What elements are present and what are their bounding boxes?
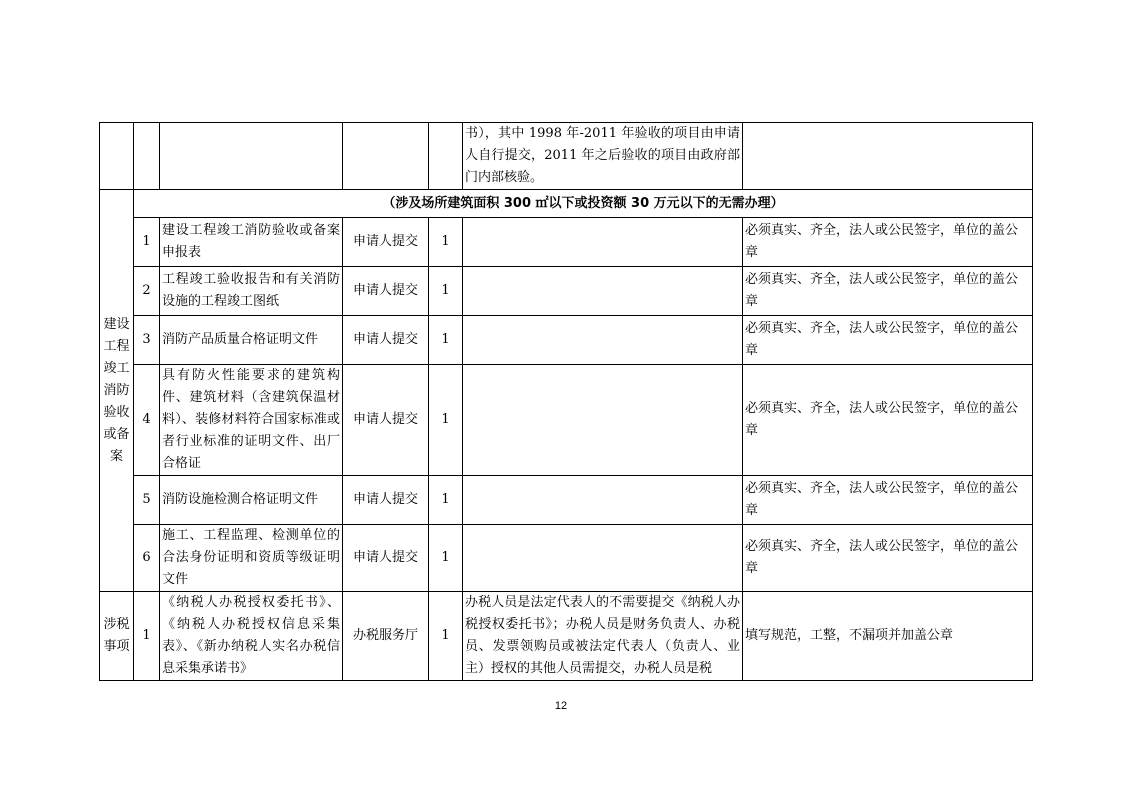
material-requirement: 必须真实、齐全，法人或公民签字，单位的盖公章 [743, 525, 1033, 592]
material-name: 具有防火性能要求的建筑构件、建筑材料（含建筑保温材料）、装修材料符合国家标准或者行业标准的证明文件、出厂合格证 [160, 365, 343, 476]
material-requirement: 必须真实、齐全，法人或公民签字，单位的盖公章 [743, 365, 1033, 476]
row-number: 5 [134, 476, 160, 525]
row-number: 1 [134, 592, 160, 681]
material-requirement: 必须真实、齐全，法人或公民签字，单位的盖公章 [743, 267, 1033, 316]
section-header: （涉及场所建筑面积 300 ㎡以下或投资额 30 万元以下的无需办理） [134, 190, 1033, 218]
table-row [100, 316, 1033, 365]
material-name: 施工、工程监理、检测单位的合法身份证明和资质等级证明文件 [160, 525, 343, 592]
material-copies: 1 [429, 267, 463, 316]
category-cell-fire: 建设工程竣工消防验收或备案 [100, 190, 134, 592]
material-note [463, 365, 743, 476]
material-note [463, 316, 743, 365]
material-source: 办税服务厅 [343, 592, 429, 681]
material-name: 消防设施检测合格证明文件 [160, 476, 343, 525]
material-note [463, 218, 743, 267]
requirement-cell-empty [743, 123, 1033, 190]
material-source: 申请人提交 [343, 218, 429, 267]
material-copies: 1 [429, 476, 463, 525]
material-note [463, 525, 743, 592]
section-header-row [100, 190, 1033, 218]
material-source: 申请人提交 [343, 316, 429, 365]
name-cell-empty [160, 123, 343, 190]
table-row-continued [100, 123, 1033, 190]
source-cell-empty [343, 123, 429, 190]
row-number: 4 [134, 365, 160, 476]
page-number: 12 [554, 700, 568, 712]
material-requirement: 必须真实、齐全，法人或公民签字，单位的盖公章 [743, 218, 1033, 267]
material-name: 建设工程竣工消防验收或备案申报表 [160, 218, 343, 267]
table-row [100, 525, 1033, 592]
remark-cell: 书），其中 1998 年-2011 年验收的项目由申请人自行提交，2011 年之后验收的项目由政府部门内部核验。 [463, 123, 743, 190]
material-note [463, 476, 743, 525]
material-copies: 1 [429, 218, 463, 267]
row-number: 2 [134, 267, 160, 316]
material-source: 申请人提交 [343, 525, 429, 592]
materials-table [99, 122, 1033, 681]
table-row [100, 592, 1033, 681]
table-row [100, 218, 1033, 267]
row-number: 3 [134, 316, 160, 365]
no-cell-empty [134, 123, 160, 190]
table-row [100, 476, 1033, 525]
material-requirement: 填写规范，工整，不漏项并加盖公章 [743, 592, 1033, 681]
material-requirement: 必须真实、齐全，法人或公民签字，单位的盖公章 [743, 476, 1033, 525]
category-cell-empty [100, 123, 134, 190]
material-source: 申请人提交 [343, 267, 429, 316]
table-row [100, 365, 1033, 476]
material-copies: 1 [429, 525, 463, 592]
category-cell-tax: 涉税事项 [100, 592, 134, 681]
table-row [100, 267, 1033, 316]
material-source: 申请人提交 [343, 365, 429, 476]
material-note [463, 267, 743, 316]
material-note: 办税人员是法定代表人的不需要提交《纳税人办税授权委托书》；办税人员是财务负责人、办税员、发票领购员或被法定代表人（负责人、业主）授权的其他人员需提交，办税人员是税 [463, 592, 743, 681]
material-name: 消防产品质量合格证明文件 [160, 316, 343, 365]
material-name: 工程竣工验收报告和有关消防设施的工程竣工图纸 [160, 267, 343, 316]
material-copies: 1 [429, 316, 463, 365]
row-number: 6 [134, 525, 160, 592]
material-source: 申请人提交 [343, 476, 429, 525]
material-requirement: 必须真实、齐全，法人或公民签字，单位的盖公章 [743, 316, 1033, 365]
material-name: 《纳税人办税授权委托书》、《纳税人办税授权信息采集表》、《新办纳税人实名办税信息采集承诺书》 [160, 592, 343, 681]
row-number: 1 [134, 218, 160, 267]
copies-cell-empty [429, 123, 463, 190]
material-copies: 1 [429, 592, 463, 681]
material-copies: 1 [429, 365, 463, 476]
